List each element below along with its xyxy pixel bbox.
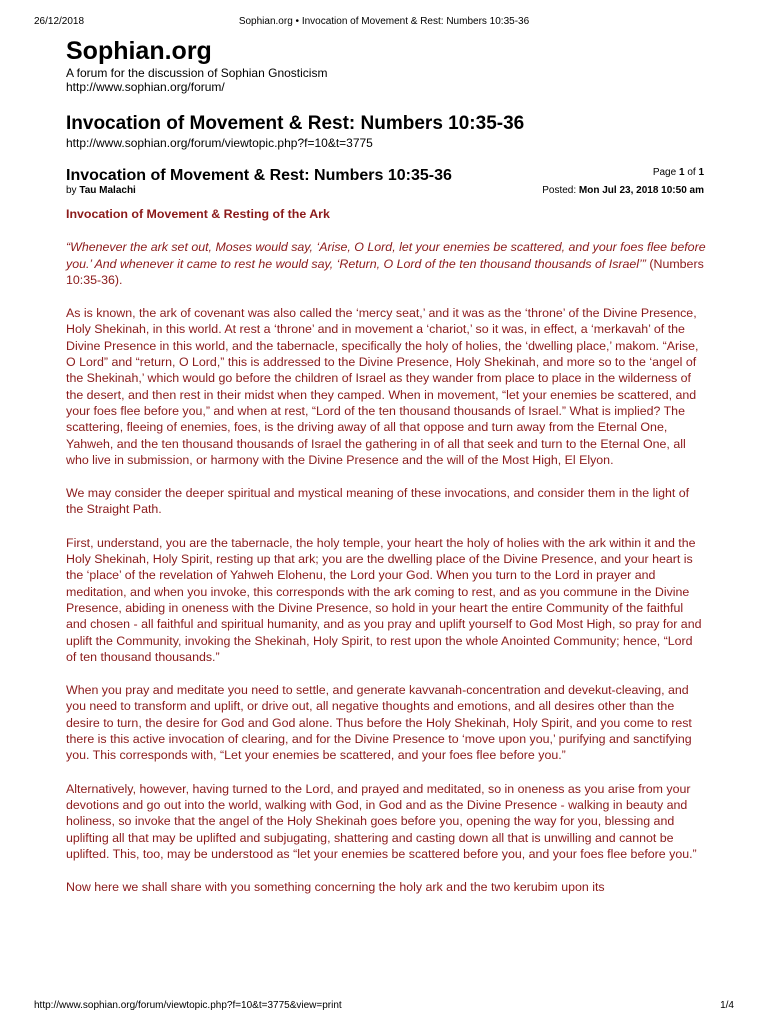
body-paragraph: Alternatively, however, having turned to the Lord, and prayed and meditated, so in oneness as you arise from your devotions and go out into the world, walking with God, in God and as the Divine Presence - walking in beauty and holiness, so invoke that the angel of the Holy Shekinah goes before you, opening the way for you, blessing and uplifting all that may be uplifted and subjugating, shattering and casting down all that is unwilling and cannot be uplifted. This, too, may be understood as “let your enemies be scattered before you, and your foes flee before you.” (66, 781, 697, 861)
quote-reference: (Numbers 10:35-36). (66, 256, 704, 287)
post-header (66, 165, 706, 199)
page-info (653, 167, 704, 179)
print-document-title: Sophian.org • Invocation of Movement & Rest: Numbers 10:35-36 (238, 16, 530, 27)
print-footer (34, 1000, 734, 1014)
print-page-number: 1/4 (720, 1000, 734, 1011)
page-prefix: Page (652, 167, 677, 178)
body-paragraph: When you pray and meditate you need to settle, and generate kavvanah-concentration and devekut-cleaving, and you need to transform and uplift, or drive out, all negative thoughts and emotions, and all desires other than the desire to turn, the desire for God and God alone. Thus before the Holy Shekinah, Holy Spirit, and you come to rest there is this active invocation of clearing, and for the Divine Presence to ‘move upon you,’ purifying and sanctifying you. This corresponds with, “Let your enemies be scattered, and your foes flee before you.” (66, 683, 692, 763)
topic-url: http://www.sophian.org/forum/viewtopic.php?f=10&t=3775 (66, 136, 373, 150)
print-header (34, 16, 734, 30)
topic-title: Invocation of Movement & Rest: Numbers 10:35-36 (66, 113, 525, 134)
page-current: 1 (678, 167, 685, 178)
posted-date: Mon Jul 23, 2018 10:50 am (578, 185, 704, 196)
site-header (66, 36, 706, 94)
page-total: 1 (698, 167, 704, 178)
author-name: Tau Malachi (79, 185, 136, 196)
post-heading: Invocation of Movement & Resting of the Ark (66, 207, 330, 221)
byline (66, 185, 136, 197)
post-body (66, 206, 706, 912)
post-title: Invocation of Movement & Rest: Numbers 10:35-36 (66, 167, 452, 184)
print-footer-url: http://www.sophian.org/forum/viewtopic.php?f=10&t=3775&view=print (34, 1000, 342, 1011)
posted-label: Posted: (542, 185, 577, 196)
body-paragraph: We may consider the deeper spiritual and mystical meaning of these invocations, and consider them in the light of the Straight Path. (66, 486, 690, 517)
print-date: 26/12/2018 (34, 16, 85, 27)
site-description: A forum for the discussion of Sophian Gnosticism (66, 66, 328, 80)
by-label: by (66, 185, 77, 196)
body-paragraph: As is known, the ark of covenant was also called the ‘mercy seat,’ and it was as the ‘throne’ of the Divine Presence, Holy Shekinah, in this world. At rest a ‘throne’ and in movement a ‘chariot,’ so it was, in effect, a ‘merkavah’ of the Divine Presence in this world, and the tabernacle, specifically the holy of holies, the ‘dwelling place,’ makom. “Arise, O Lord” and “return, O Lord,” this is addressed to the Divine Presence, Holy Shekinah, and more so to the ‘angel of the Shekinah,’ which would go before the children of Israel as they wander from place to place in the wilderness of the desert, and then rest in their midst when they camped. When in movement, “let your enemies be scattered, and your foes flee before you,” and when at rest, “Lord of the ten thousand thousands of Israel.” What is implied? The scattering, fleeing of enemies, foes, is the driving away of all that oppose and turn away from the Eternal One, Yahweh, and the ten thousand thousands of Israel the gathering in of all that seek and turn to the Eternal One, all who live in submission, or harmony with the Divine Presence and the will of the Most High, El Elyon. (66, 306, 699, 467)
posted-info (542, 185, 704, 197)
body-paragraph: First, understand, you are the tabernacle, the holy temple, your heart the holy of holies with the ark within it and the Holy Shekinah, Holy Spirit, resting up that ark; you are the dwelling place of the Divine Presence, and your heart is the ‘place’ of the revelation of Yahweh Elohenu, the Lord your God. When you turn to the Lord in prayer and meditation, and when you invoke, this corresponds with the ark coming to rest, and as you commune in the Divine Presence, abiding in oneness with the Divine Presence, so hold in your heart the entire Community of the faithful and chosen - all faithful and spiritual humanity, and as you pray and uplift yourself to God Most High, so pray for and uplift the Community, invoking the Shekinah, Holy Spirit, to rest upon the whole Anointed Community; hence, “Lord of ten thousand thousands.” (66, 535, 702, 664)
site-url: http://www.sophian.org/forum/ (66, 80, 225, 94)
body-paragraph: Now here we shall share with you something concerning the holy ark and the two kerubim upon its (66, 880, 605, 895)
quote-paragraph (66, 239, 706, 288)
site-title: Sophian.org (66, 37, 212, 65)
page-of: of (687, 167, 696, 178)
scripture-quote: “Whenever the ark set out, Moses would say, ‘Arise, O Lord, let your enemies be scattered, and your foes flee before you.’ And whenever it came to rest he would say, ‘Return, O Lord of the ten thousand thousands of Israel’” (66, 240, 706, 271)
